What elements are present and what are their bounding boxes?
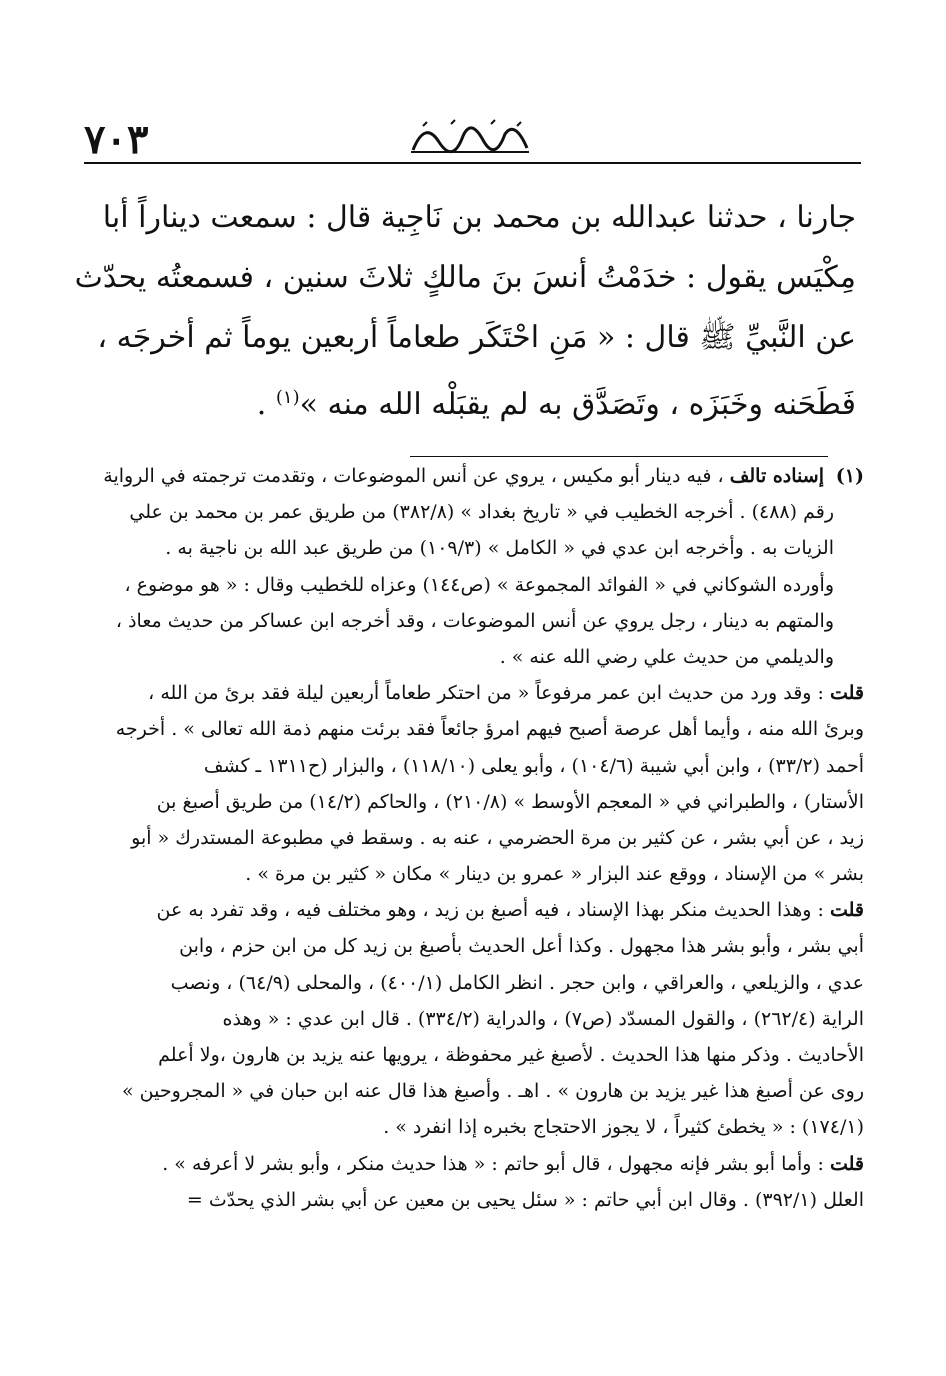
- main-line-4-end: .: [256, 387, 276, 422]
- page-number: ٧٠٣: [84, 116, 149, 163]
- main-line-4-text: فَطَحَنه وخَبَزَه ، وتَصَدَّق به لم يقبَلْه الله منه »: [299, 387, 856, 422]
- main-line-1: جارنا ، حدثنا عبدالله بن محمد بن نَاجِية قال : سمعت ديناراً أبا: [102, 200, 856, 235]
- footnote-line: والمتهم به دينار ، رجل يروي عن أنس الموضوعات ، وقد أخرجه ابن عساكر من حديث معاذ ،: [115, 609, 834, 632]
- footnote-line: [80, 458, 864, 494]
- qult-label: قلت: [829, 1152, 864, 1175]
- footnote-text: ، فيه دينار أبو مكيس ، يروي عن أنس الموضوعات ، وتقدمت ترجمته في الرواية: [103, 465, 724, 487]
- footnote-line: عدي ، والزيلعي ، والعراقي ، وابن حجر . انظر الكامل (٤٠٠/١) ، والمحلى (٦٤/٩) ، ونصب: [170, 971, 864, 994]
- footnote-line: وبرئ الله منه ، وأيما أهل عرصة أصبح فيهم امرؤ جائعاً فقد برئت منهم ذمة الله تعالى » . أخرجه: [115, 718, 864, 741]
- header-calligraphy-ornament: [405, 112, 535, 156]
- footnote-line: وأورده الشوكاني في « الفوائد المجموعة » (ص١٤٤) وعزاه للخطيب وقال : « هو موضوع ،: [124, 573, 834, 596]
- footnote-line: رقم (٤٨٨) . أخرجه الخطيب في « تاريخ بغداد » (٣٨٢/٨) من طريق عمر بن محمد بن علي: [129, 501, 834, 524]
- main-line-3: عن النَّبيِّ ﷺ قال : « مَنِ احْتَكَر طعاماً أربعين يوماً ثم أخرجَه ،: [97, 320, 856, 355]
- footnote-line: أحمد (٣٣/٢) ، وابن أبي شيبة (١٠٤/٦) ، وأبو يعلى (١١٨/١٠) ، والبزار (ح١٣١١ ـ كشف: [203, 754, 864, 777]
- footnote-line: الأحاديث . وذكر منها هذا الحديث . لأصبغ غير محفوظة ، يرويها عنه يزيد بن هارون ،ولا أعلم: [158, 1044, 864, 1066]
- footnote-line: الزيات به . وأخرجه ابن عدي في « الكامل » (١٠٩/٣) من طريق عبد الله بن ناجية به .: [165, 537, 834, 560]
- main-line-4: [84, 368, 856, 428]
- footnote-marker: (١): [835, 465, 864, 487]
- header-rule: [84, 162, 861, 164]
- footnote-line: زيد ، عن أبي بشر ، عن كثير بن مرة الحضرمي ، عنه به . وسقط في مطبوعة المستدرك « أبو: [131, 826, 864, 849]
- qult-label: قلت: [829, 899, 864, 922]
- main-line-2: مِكْيَس يقول : خدَمْتُ أنسَ بنَ مالكٍ ثلاثَ سنين ، فسمعتُه يحدّث: [74, 260, 856, 295]
- footnote-line: والديلمي من حديث علي رضي الله عنه » .: [499, 645, 834, 668]
- footnote-verdict: إسناده تالف: [729, 465, 824, 487]
- footnote-line: بشر » من الإسناد ، ووقع عند البزار « عمرو بن دينار » مكان « كثير بن مرة » .: [245, 863, 864, 886]
- footnote-ref: (١): [275, 387, 300, 408]
- main-text: [74, 188, 856, 428]
- footnote-line: [80, 675, 864, 711]
- footnote-text: : وهذا الحديث منكر بهذا الإسناد ، فيه أصبغ بن زيد ، وهو مختلف فيه ، وقد تفرد به عن: [156, 899, 830, 922]
- footnote-line: الأستار) ، والطبراني في « المعجم الأوسط » (٢١٠/٨) ، والحاكم (١٤/٢) من طريق أصبغ بن: [156, 790, 864, 813]
- footnote-line: [80, 892, 864, 928]
- footnote-line: أبي بشر ، وأبو بشر هذا مجهول . وكذا أعل الحديث بأصبغ بن زيد كل من ابن حزم ، وابن: [179, 935, 864, 958]
- footnote-line: [80, 1146, 864, 1182]
- footnote-rule: [410, 456, 828, 457]
- footnote-text: : وأما أبو بشر فإنه مجهول ، قال أبو حاتم : « هذا حديث منكر ، وأبو بشر لا أعرفه » .: [162, 1152, 830, 1175]
- qult-label: قلت: [829, 682, 864, 705]
- footnote-line: (١٧٤/١) : « يخطئ كثيراً ، لا يجوز الاحتجاج بخبره إذا انفرد » .: [383, 1116, 864, 1139]
- footnote-line: العلل (٣٩٢/١) . وقال ابن أبي حاتم : « سئل يحيى بن معين عن أبي بشر الذي يحدّث =: [186, 1188, 864, 1211]
- footnotes: [80, 458, 864, 1218]
- footnote-line: روى عن أصبغ هذا غير يزيد بن هارون » . اهـ . وأصبغ هذا قال عنه ابن حبان في « المجروحين »: [122, 1080, 864, 1103]
- footnote-text: : وقد ورد من حديث ابن عمر مرفوعاً « من احتكر طعاماً أربعين ليلة فقد برئ من الله ،: [148, 682, 830, 705]
- footnote-line: الراية (٢٦٢/٤) ، والقول المسدّد (ص٧) ، والدراية (٣٣٤/٢) . قال ابن عدي : « وهذه: [222, 1007, 864, 1030]
